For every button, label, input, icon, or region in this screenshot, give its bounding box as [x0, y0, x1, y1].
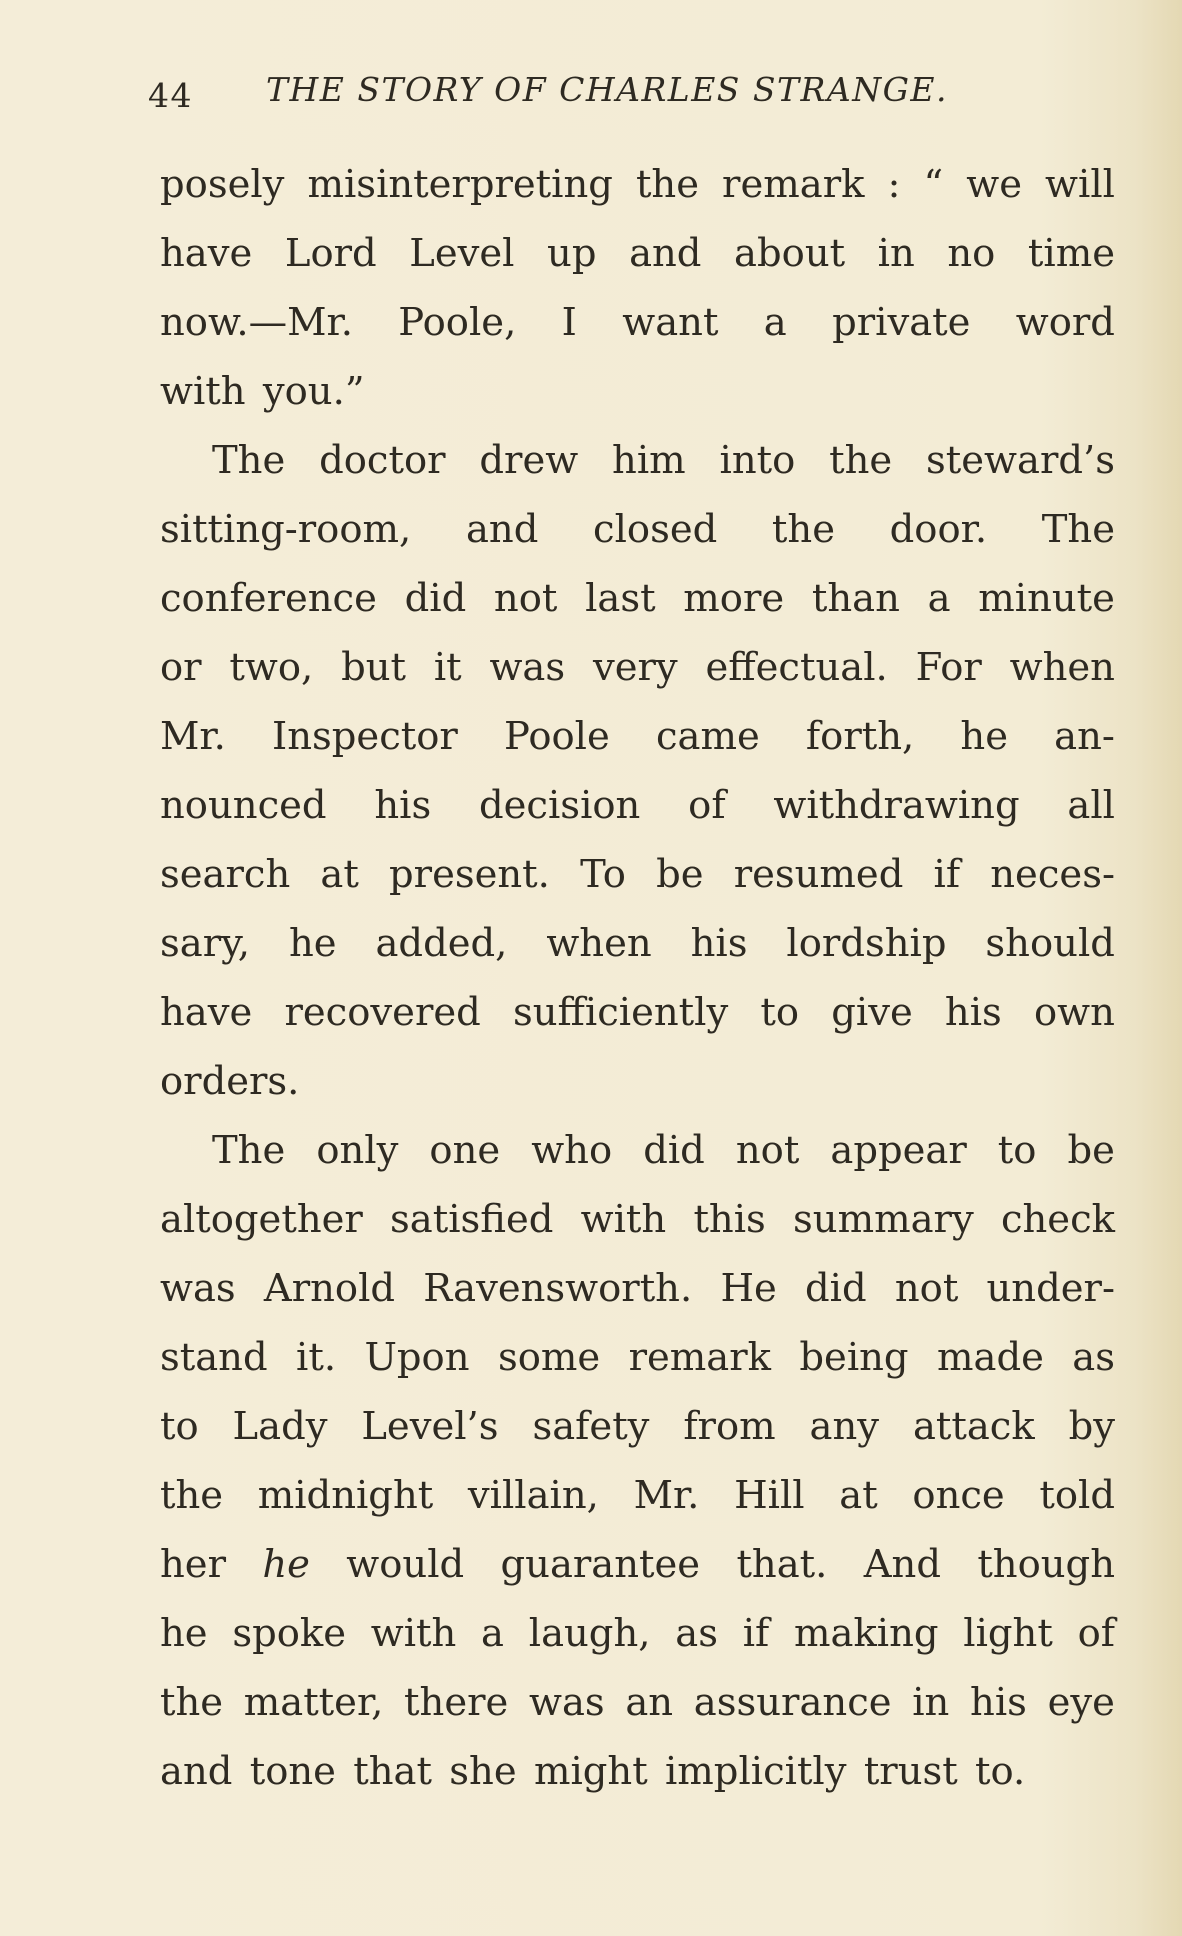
text-line: altogether satisfied with this summary check — [160, 1197, 1115, 1242]
text-line: The only one who did not appear to be — [212, 1128, 1115, 1173]
text-line: with you.” — [160, 369, 365, 414]
page-number: 44 — [148, 76, 193, 115]
text-line: and tone that she might implicitly trust to. — [160, 1749, 1026, 1794]
text-line: have recovered sufficiently to give his own — [160, 990, 1115, 1035]
text-line: the midnight villain, Mr. Hill at once told — [160, 1473, 1115, 1518]
text-line: orders. — [160, 1059, 300, 1104]
text-line: stand it. Upon some remark being made as — [160, 1335, 1115, 1380]
text-line: the matter, there was an assurance in his eye — [160, 1680, 1115, 1725]
text-line: have Lord Level up and about in no time — [160, 231, 1115, 276]
text-line: Mr. Inspector Poole came forth, he an- — [160, 714, 1115, 759]
text-line: The doctor drew him into the steward’s — [212, 438, 1115, 483]
body-text — [160, 150, 1115, 1806]
text-line: or two, but it was very effectual. For when — [160, 645, 1115, 690]
text-line: sitting-room, and closed the door. The — [160, 507, 1115, 552]
text-line: to Lady Level’s safety from any attack by — [160, 1404, 1115, 1449]
text-line: he spoke with a laugh, as if making light of — [160, 1611, 1115, 1656]
text-line: sary, he added, when his lordship should — [160, 921, 1115, 966]
text-line: was Arnold Ravensworth. He did not under- — [160, 1266, 1115, 1311]
text-line: her he would guarantee that. And though — [160, 1542, 1115, 1587]
text-line: posely misinterpreting the remark : “ we will — [160, 162, 1115, 207]
text-line: search at present. To be resumed if neces- — [160, 852, 1115, 897]
text-line: nounced his decision of withdrawing all — [160, 783, 1115, 828]
running-head — [148, 70, 1108, 120]
text-line: now.—Mr. Poole, I want a private word — [160, 300, 1115, 345]
running-title: THE STORY OF CHARLES STRANGE. — [266, 70, 949, 109]
text-line: conference did not last more than a minute — [160, 576, 1115, 621]
